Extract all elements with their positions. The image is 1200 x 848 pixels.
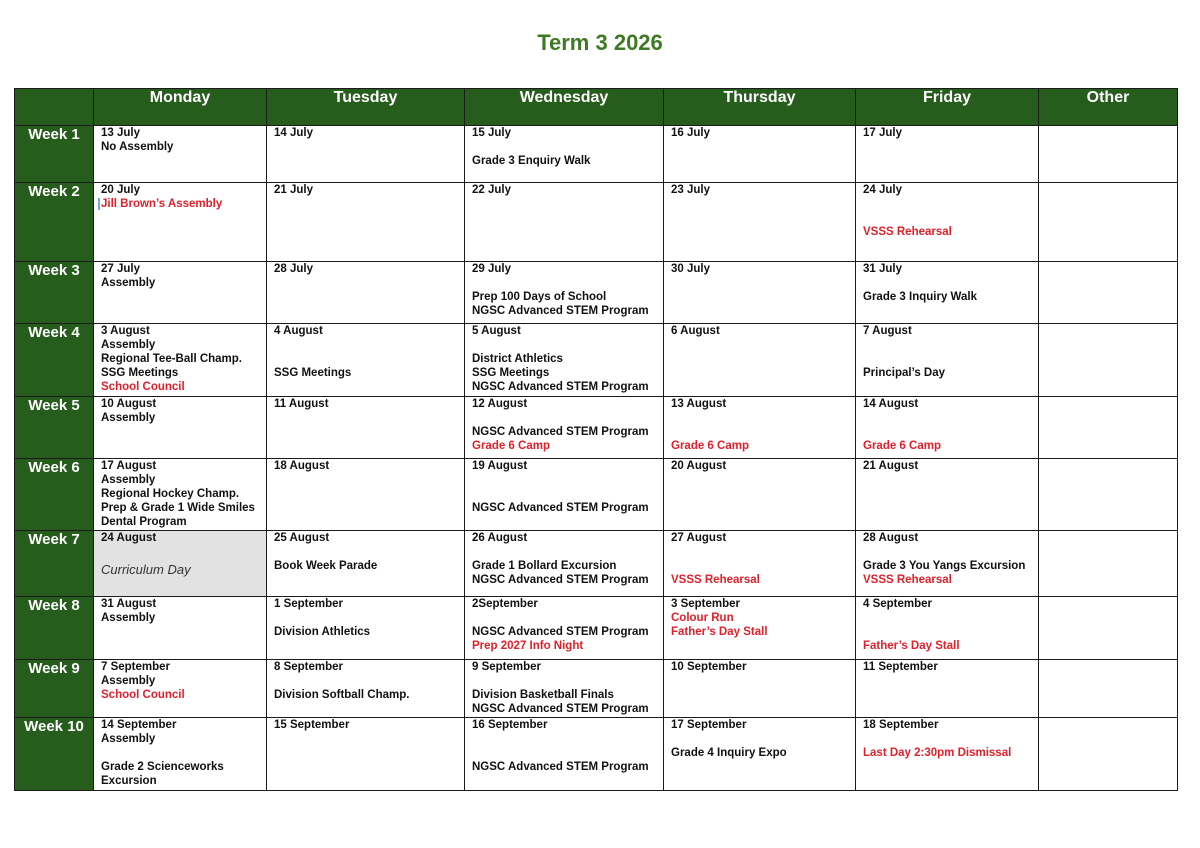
event-label: [856, 211, 1038, 225]
date-label: 21 July: [274, 184, 313, 196]
day-cell-tuesday: [267, 718, 465, 791]
date-label: 5 August: [472, 325, 521, 337]
event-label: VSSS Rehearsal: [863, 226, 952, 238]
event-label: [465, 746, 663, 760]
event-label: [465, 611, 663, 625]
date-label: 11 September: [863, 661, 938, 673]
event-label: Principal’s Day: [863, 367, 946, 379]
event-label: SSG Meetings: [274, 367, 352, 379]
event-label: Division Softball Champ.: [274, 689, 410, 701]
event-label: Grade 1 Bollard Excursion: [472, 560, 617, 572]
event-label: [856, 338, 1038, 352]
date-label: 21 August: [863, 460, 919, 472]
event-label: [856, 352, 1038, 366]
date-label: 31 August: [101, 598, 157, 610]
day-cell-thursday: [664, 459, 856, 531]
header-other: Other: [1039, 89, 1178, 126]
day-cell-tuesday: [267, 459, 465, 531]
event-label: NGSC Advanced STEM Program: [472, 626, 649, 638]
week-row: [15, 531, 1178, 597]
date-label: 11 August: [274, 398, 329, 410]
day-cell-tuesday: [267, 597, 465, 660]
event-label: Curriculum Day: [101, 562, 191, 577]
day-cell-thursday: [664, 397, 856, 459]
date-label: 28 July: [274, 263, 313, 275]
week-row: [15, 262, 1178, 324]
day-cell-monday: [94, 324, 267, 397]
date-label: 8 September: [274, 661, 344, 673]
event-label: Prep 2027 Info Night: [472, 640, 584, 652]
week-row: [15, 718, 1178, 791]
day-cell-tuesday: [267, 183, 465, 262]
event-label: [465, 487, 663, 501]
date-label: 29 July: [472, 263, 511, 275]
event-label: Prep & Grade 1 Wide Smiles: [101, 502, 255, 514]
event-label: Assembly: [101, 412, 156, 424]
event-label: [856, 411, 1038, 425]
day-cell-wednesday: [465, 397, 664, 459]
day-cell-friday: [856, 397, 1039, 459]
week-label: Week 5: [15, 397, 94, 459]
event-label: [267, 545, 464, 559]
week-row: [15, 324, 1178, 397]
term-calendar-table: [14, 88, 1178, 791]
date-label: 7 August: [863, 325, 912, 337]
week-label: Week 1: [15, 126, 94, 183]
day-cell-friday: [856, 126, 1039, 183]
event-label: [94, 197, 266, 211]
day-cell-thursday: [664, 597, 856, 660]
date-label: 27 July: [101, 263, 140, 275]
date-label: 17 September: [671, 719, 747, 731]
event-label: Father’s Day Stall: [671, 626, 768, 638]
event-label: Colour Run: [671, 612, 734, 624]
event-label: [465, 411, 663, 425]
date-label: 13 July: [101, 127, 140, 139]
event-label: [664, 425, 855, 439]
day-cell-wednesday: [465, 459, 664, 531]
date-label: 17 August: [101, 460, 157, 472]
day-cell-other: [1039, 183, 1178, 262]
event-label: NGSC Advanced STEM Program: [472, 761, 649, 773]
date-label: 31 July: [863, 263, 902, 275]
event-label: [856, 425, 1038, 439]
day-cell-tuesday: [267, 397, 465, 459]
event-label: [856, 611, 1038, 625]
day-cell-other: [1039, 660, 1178, 718]
date-label: 27 August: [671, 532, 727, 544]
week-row: [15, 397, 1178, 459]
event-label: Excursion: [101, 775, 157, 787]
date-label: 20 July: [101, 184, 140, 196]
event-label: VSSS Rehearsal: [671, 574, 760, 586]
date-label: 3 August: [101, 325, 150, 337]
event-label: NGSC Advanced STEM Program: [472, 426, 649, 438]
week-label: Week 4: [15, 324, 94, 397]
day-cell-thursday: [664, 718, 856, 791]
date-label: 26 August: [472, 532, 528, 544]
day-cell-wednesday: [465, 660, 664, 718]
event-label: [856, 197, 1038, 211]
day-cell-friday: [856, 718, 1039, 791]
day-cell-monday: [94, 660, 267, 718]
event-label: Grade 6 Camp: [863, 440, 941, 452]
day-cell-wednesday: [465, 718, 664, 791]
event-label: School Council: [101, 381, 185, 393]
date-label: 20 August: [671, 460, 727, 472]
event-label: SSG Meetings: [101, 367, 179, 379]
event-label: [465, 674, 663, 688]
day-cell-other: [1039, 126, 1178, 183]
date-label: 2September: [472, 598, 538, 610]
week-row: [15, 459, 1178, 531]
event-label: Assembly: [101, 474, 156, 486]
date-label: 3 September: [671, 598, 741, 610]
date-label: 17 July: [863, 127, 902, 139]
event-label: Regional Hockey Champ.: [101, 488, 240, 500]
date-label: 24 July: [863, 184, 902, 196]
day-cell-friday: [856, 324, 1039, 397]
date-label: 14 July: [274, 127, 313, 139]
event-label: [664, 411, 855, 425]
event-label: [856, 625, 1038, 639]
date-label: 10 August: [101, 398, 157, 410]
day-cell-monday: [94, 597, 267, 660]
day-cell-monday: [94, 262, 267, 324]
event-label: NGSC Advanced STEM Program: [472, 502, 649, 514]
event-label: District Athletics: [472, 353, 563, 365]
header-tuesday: Tuesday: [267, 89, 465, 126]
day-cell-monday: [94, 531, 267, 597]
text-cursor: Jill Brown’s Assembly: [98, 198, 222, 210]
date-label: 16 July: [671, 127, 710, 139]
event-label: Division Athletics: [274, 626, 371, 638]
day-cell-wednesday: [465, 597, 664, 660]
day-cell-monday: [94, 183, 267, 262]
week-label: Week 3: [15, 262, 94, 324]
date-label: 14 August: [863, 398, 919, 410]
date-label: 4 September: [863, 598, 933, 610]
day-cell-friday: [856, 531, 1039, 597]
event-label: [94, 746, 266, 760]
header-wednesday: Wednesday: [465, 89, 664, 126]
day-cell-tuesday: [267, 126, 465, 183]
day-cell-other: [1039, 597, 1178, 660]
date-label: 7 September: [101, 661, 171, 673]
event-label: Grade 3 You Yangs Excursion: [863, 560, 1026, 572]
event-label: Division Basketball Finals: [472, 689, 614, 701]
day-cell-thursday: [664, 262, 856, 324]
date-label: 16 September: [472, 719, 548, 731]
day-cell-monday: [94, 397, 267, 459]
event-label: [94, 545, 266, 559]
week-label: Week 2: [15, 183, 94, 262]
event-label: Book Week Parade: [274, 560, 378, 572]
day-cell-other: [1039, 531, 1178, 597]
event-label: Dental Program: [101, 516, 187, 528]
event-label: Grade 3 Inquiry Walk: [863, 291, 977, 303]
event-label: [267, 674, 464, 688]
day-cell-friday: [856, 183, 1039, 262]
event-label: [267, 338, 464, 352]
day-cell-friday: [856, 459, 1039, 531]
day-cell-thursday: [664, 531, 856, 597]
event-label: Grade 2 Scienceworks: [101, 761, 224, 773]
day-cell-monday: [94, 718, 267, 791]
date-label: 6 August: [671, 325, 720, 337]
day-cell-friday: [856, 262, 1039, 324]
week-label: Week 7: [15, 531, 94, 597]
date-label: 13 August: [671, 398, 727, 410]
event-label: Grade 6 Camp: [472, 440, 550, 452]
day-cell-tuesday: [267, 324, 465, 397]
event-label: No Assembly: [101, 141, 174, 153]
date-label: 15 September: [274, 719, 350, 731]
event-label: Assembly: [101, 277, 156, 289]
day-cell-wednesday: [465, 262, 664, 324]
header-thursday: Thursday: [664, 89, 856, 126]
day-cell-tuesday: [267, 660, 465, 718]
day-cell-other: [1039, 262, 1178, 324]
event-label: [664, 545, 855, 559]
day-cell-thursday: [664, 324, 856, 397]
date-label: 1 September: [274, 598, 344, 610]
event-label: Assembly: [101, 733, 156, 745]
week-label: Week 9: [15, 660, 94, 718]
day-cell-other: [1039, 324, 1178, 397]
day-cell-other: [1039, 459, 1178, 531]
header-monday: Monday: [94, 89, 267, 126]
event-label: Assembly: [101, 675, 156, 687]
week-label: Week 10: [15, 718, 94, 791]
date-label: 25 August: [274, 532, 330, 544]
event-label: School Council: [101, 689, 185, 701]
event-label: [856, 276, 1038, 290]
event-label: NGSC Advanced STEM Program: [472, 703, 649, 715]
date-label: 10 September: [671, 661, 747, 673]
date-label: 18 August: [274, 460, 330, 472]
day-cell-other: [1039, 718, 1178, 791]
event-label: Grade 6 Camp: [671, 440, 749, 452]
week-row: [15, 660, 1178, 718]
event-label: [664, 732, 855, 746]
event-label: [267, 352, 464, 366]
event-label: SSG Meetings: [472, 367, 550, 379]
event-label: Assembly: [101, 612, 156, 624]
event-label: [465, 338, 663, 352]
day-cell-wednesday: [465, 324, 664, 397]
date-label: 12 August: [472, 398, 528, 410]
event-label: [267, 611, 464, 625]
week-row: [15, 597, 1178, 660]
day-cell-thursday: [664, 183, 856, 262]
week-label: Week 8: [15, 597, 94, 660]
event-label: Father’s Day Stall: [863, 640, 960, 652]
date-label: 23 July: [671, 184, 710, 196]
date-label: 4 August: [274, 325, 323, 337]
event-label: Grade 4 Inquiry Expo: [671, 747, 787, 759]
day-cell-wednesday: [465, 183, 664, 262]
date-label: 24 August: [101, 532, 157, 544]
event-label: Regional Tee-Ball Champ.: [101, 353, 243, 365]
page-title: Term 3 2026: [537, 30, 663, 55]
event-label: [856, 545, 1038, 559]
event-label: NGSC Advanced STEM Program: [472, 574, 649, 586]
date-label: 22 July: [472, 184, 511, 196]
header-row: [15, 89, 1178, 126]
date-label: 28 August: [863, 532, 919, 544]
event-label: [465, 473, 663, 487]
event-label: [664, 559, 855, 573]
week-row: [15, 126, 1178, 183]
week-label: Week 6: [15, 459, 94, 531]
event-label: [856, 732, 1038, 746]
header-friday: Friday: [856, 89, 1039, 126]
day-cell-other: [1039, 397, 1178, 459]
day-cell-monday: [94, 459, 267, 531]
date-label: 18 September: [863, 719, 939, 731]
event-label: [465, 276, 663, 290]
header-corner: [15, 89, 94, 126]
event-label: [465, 140, 663, 154]
day-cell-wednesday: [465, 126, 664, 183]
day-cell-monday: [94, 126, 267, 183]
event-label: Prep 100 Days of School: [472, 291, 607, 303]
week-row: [15, 183, 1178, 262]
date-label: 30 July: [671, 263, 710, 275]
date-label: 19 August: [472, 460, 528, 472]
event-label: NGSC Advanced STEM Program: [472, 305, 649, 317]
event-label: NGSC Advanced STEM Program: [472, 381, 649, 393]
event-label: Grade 3 Enquiry Walk: [472, 155, 591, 167]
event-label: [465, 545, 663, 559]
day-cell-friday: [856, 660, 1039, 718]
event-label: Last Day 2:30pm Dismissal: [863, 747, 1012, 759]
date-label: 15 July: [472, 127, 511, 139]
day-cell-tuesday: [267, 531, 465, 597]
day-cell-thursday: [664, 660, 856, 718]
day-cell-wednesday: [465, 531, 664, 597]
event-label: [465, 732, 663, 746]
event-label: Assembly: [101, 339, 156, 351]
date-label: 14 September: [101, 719, 177, 731]
day-cell-friday: [856, 597, 1039, 660]
event-label: VSSS Rehearsal: [863, 574, 952, 586]
date-label: 9 September: [472, 661, 542, 673]
day-cell-tuesday: [267, 262, 465, 324]
day-cell-thursday: [664, 126, 856, 183]
